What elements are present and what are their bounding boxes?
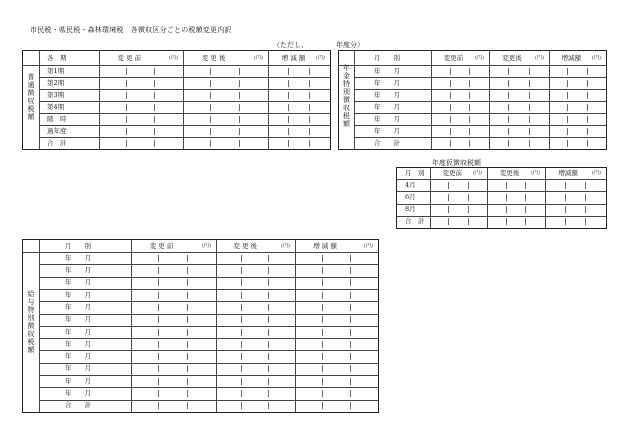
digit-separator bbox=[239, 68, 240, 75]
digit-separator bbox=[158, 292, 159, 299]
row-divider bbox=[39, 338, 378, 339]
digit-separator bbox=[469, 104, 470, 111]
digit-separator bbox=[126, 92, 127, 99]
provisional-row-label: 6月 bbox=[405, 192, 416, 201]
digit-separator bbox=[587, 92, 588, 99]
general-header-month: 各 期 bbox=[47, 53, 67, 62]
digit-separator bbox=[448, 182, 449, 189]
digit-separator bbox=[350, 341, 351, 348]
digit-separator bbox=[587, 68, 588, 75]
digit-separator bbox=[268, 267, 269, 274]
digit-separator bbox=[158, 304, 159, 311]
row-divider bbox=[354, 125, 606, 126]
salary-row-label: 年 月 bbox=[65, 278, 91, 287]
digit-separator bbox=[322, 279, 323, 286]
pension-row-label: 年 月 bbox=[374, 126, 400, 135]
digit-separator bbox=[448, 194, 449, 201]
digit-separator bbox=[350, 292, 351, 299]
digit-separator bbox=[154, 116, 155, 123]
digit-separator bbox=[585, 218, 586, 225]
digit-separator bbox=[450, 128, 451, 135]
digit-separator bbox=[158, 378, 159, 385]
digit-separator bbox=[350, 279, 351, 286]
salary-row-label: 年 月 bbox=[65, 290, 91, 299]
digit-separator bbox=[469, 80, 470, 87]
provisional-header-unit: (円) bbox=[592, 170, 601, 176]
digit-separator bbox=[268, 353, 269, 360]
row-divider bbox=[39, 101, 330, 102]
general-row-label: 第1期 bbox=[47, 66, 65, 75]
digit-separator bbox=[210, 80, 211, 87]
digit-separator bbox=[158, 329, 159, 336]
digit-separator bbox=[450, 92, 451, 99]
digit-separator bbox=[508, 116, 509, 123]
digit-separator bbox=[322, 255, 323, 262]
digit-separator bbox=[468, 218, 469, 225]
digit-separator bbox=[525, 218, 526, 225]
digit-separator bbox=[508, 92, 509, 99]
digit-separator bbox=[268, 390, 269, 397]
provisional-collection-table bbox=[396, 167, 607, 229]
row-divider bbox=[354, 101, 606, 102]
general-header-col: 変 更 前 bbox=[117, 53, 142, 62]
digit-separator bbox=[187, 341, 188, 348]
pension-header-col: 変更後 bbox=[502, 53, 522, 62]
digit-separator bbox=[210, 92, 211, 99]
digit-separator bbox=[239, 116, 240, 123]
digit-separator bbox=[158, 255, 159, 262]
digit-separator bbox=[350, 402, 351, 409]
pension-header-col: 変更前 bbox=[443, 53, 464, 62]
digit-separator bbox=[210, 140, 211, 147]
salary-row-label: 年 月 bbox=[65, 302, 91, 311]
general-header-unit: (円) bbox=[169, 54, 178, 61]
digit-separator bbox=[187, 316, 188, 323]
salary-side-label: 給与特別徴収税額 bbox=[27, 290, 35, 354]
digit-separator bbox=[322, 267, 323, 274]
digit-separator bbox=[350, 329, 351, 336]
digit-separator bbox=[469, 128, 470, 135]
digit-separator bbox=[210, 104, 211, 111]
digit-separator bbox=[565, 206, 566, 213]
document-title: 市民税・県民税・森林環境税 各徴収区分ごとの税額変更内訳 bbox=[30, 26, 232, 34]
digit-separator bbox=[241, 378, 242, 385]
digit-separator bbox=[268, 292, 269, 299]
digit-separator bbox=[567, 68, 568, 75]
digit-separator bbox=[469, 68, 470, 75]
digit-separator bbox=[187, 304, 188, 311]
provisional-header-col: 変更前 bbox=[442, 169, 463, 177]
digit-separator bbox=[241, 267, 242, 274]
pension-row-label: 年 月 bbox=[374, 90, 400, 99]
pension-side-label: 年金特別徴収税額 bbox=[342, 64, 351, 128]
digit-separator bbox=[268, 329, 269, 336]
row-divider bbox=[39, 77, 330, 78]
digit-separator bbox=[239, 140, 240, 147]
digit-separator bbox=[529, 116, 530, 123]
digit-separator bbox=[241, 402, 242, 409]
digit-separator bbox=[241, 329, 242, 336]
digit-separator bbox=[322, 353, 323, 360]
digit-separator bbox=[469, 140, 470, 147]
digit-separator bbox=[309, 140, 310, 147]
digit-separator bbox=[187, 329, 188, 336]
digit-separator bbox=[268, 402, 269, 409]
salary-row-label: 年 月 bbox=[65, 265, 91, 274]
salary-row-label: 年 月 bbox=[65, 315, 91, 324]
digit-separator bbox=[154, 92, 155, 99]
digit-separator bbox=[529, 68, 530, 75]
salary-row-label: 年 月 bbox=[65, 339, 91, 348]
digit-separator bbox=[158, 353, 159, 360]
row-divider bbox=[397, 204, 606, 205]
row-divider bbox=[39, 113, 330, 114]
salary-header-month: 月 別 bbox=[65, 241, 91, 250]
digit-separator bbox=[187, 390, 188, 397]
digit-separator bbox=[154, 128, 155, 135]
digit-separator bbox=[350, 378, 351, 385]
digit-separator bbox=[468, 182, 469, 189]
row-divider bbox=[354, 89, 606, 90]
digit-separator bbox=[508, 104, 509, 111]
digit-separator bbox=[469, 116, 470, 123]
digit-separator bbox=[288, 68, 289, 75]
digit-separator bbox=[585, 206, 586, 213]
digit-separator bbox=[350, 255, 351, 262]
provisional-header-col: 変更後 bbox=[499, 169, 520, 177]
column-divider bbox=[487, 168, 488, 228]
salary-row-label: 合 計 bbox=[65, 401, 91, 410]
digit-separator bbox=[350, 365, 351, 372]
digit-separator bbox=[268, 279, 269, 286]
digit-separator bbox=[448, 206, 449, 213]
digit-separator bbox=[525, 182, 526, 189]
digit-separator bbox=[241, 365, 242, 372]
provisional-row-label: 合 計 bbox=[405, 217, 425, 226]
digit-separator bbox=[506, 194, 507, 201]
row-divider bbox=[39, 375, 378, 376]
digit-separator bbox=[322, 390, 323, 397]
row-divider bbox=[397, 216, 606, 217]
header-divider bbox=[23, 65, 330, 66]
general-header-unit: (円) bbox=[254, 54, 263, 61]
salary-header-unit: (円) bbox=[364, 242, 373, 249]
digit-separator bbox=[154, 80, 155, 87]
digit-separator bbox=[506, 218, 507, 225]
pension-row-label: 年 月 bbox=[374, 102, 400, 111]
digit-separator bbox=[322, 329, 323, 336]
digit-separator bbox=[508, 80, 509, 87]
general-row-label: 第2期 bbox=[47, 78, 65, 87]
digit-separator bbox=[187, 292, 188, 299]
digit-separator bbox=[350, 267, 351, 274]
digit-separator bbox=[309, 92, 310, 99]
salary-row-label: 年 月 bbox=[65, 389, 91, 398]
digit-separator bbox=[565, 218, 566, 225]
pension-header-unit: (円) bbox=[475, 54, 484, 61]
digit-separator bbox=[529, 104, 530, 111]
digit-separator bbox=[506, 182, 507, 189]
digit-separator bbox=[187, 402, 188, 409]
digit-separator bbox=[158, 267, 159, 274]
digit-separator bbox=[450, 68, 451, 75]
digit-separator bbox=[158, 365, 159, 372]
digit-separator bbox=[309, 104, 310, 111]
digit-separator bbox=[450, 80, 451, 87]
digit-separator bbox=[154, 68, 155, 75]
digit-separator bbox=[154, 104, 155, 111]
digit-separator bbox=[241, 255, 242, 262]
digit-separator bbox=[322, 316, 323, 323]
digit-separator bbox=[239, 104, 240, 111]
digit-separator bbox=[158, 390, 159, 397]
salary-header-col: 変 更 後 bbox=[233, 241, 258, 250]
general-row-label: 随 時 bbox=[47, 114, 67, 123]
salary-collection-table bbox=[22, 239, 379, 413]
digit-separator bbox=[210, 128, 211, 135]
general-row-label: 過年度 bbox=[47, 126, 67, 135]
salary-row-label: 年 月 bbox=[65, 364, 91, 373]
provisional-header-unit: (円) bbox=[473, 170, 482, 176]
digit-separator bbox=[187, 365, 188, 372]
pension-row-label: 合 計 bbox=[374, 138, 400, 147]
general-collection-table bbox=[22, 50, 331, 150]
pension-collection-table bbox=[338, 50, 607, 150]
digit-separator bbox=[241, 316, 242, 323]
digit-separator bbox=[350, 390, 351, 397]
digit-separator bbox=[126, 68, 127, 75]
pension-row-label: 年 月 bbox=[374, 78, 400, 87]
digit-separator bbox=[529, 80, 530, 87]
digit-separator bbox=[309, 68, 310, 75]
digit-separator bbox=[268, 255, 269, 262]
digit-separator bbox=[565, 194, 566, 201]
row-divider bbox=[39, 289, 378, 290]
row-divider bbox=[39, 137, 330, 138]
digit-separator bbox=[288, 116, 289, 123]
digit-separator bbox=[322, 304, 323, 311]
digit-separator bbox=[587, 116, 588, 123]
digit-separator bbox=[241, 292, 242, 299]
digit-separator bbox=[350, 316, 351, 323]
pension-header-col: 増減額 bbox=[561, 53, 582, 62]
digit-separator bbox=[448, 218, 449, 225]
row-divider bbox=[397, 191, 606, 192]
digit-separator bbox=[158, 279, 159, 286]
provisional-header-month: 月 別 bbox=[405, 169, 425, 177]
salary-header-col: 増 減 額 bbox=[313, 241, 337, 250]
header-divider bbox=[339, 65, 606, 66]
digit-separator bbox=[585, 182, 586, 189]
provisional-caption: 年度仮徴収税額 bbox=[432, 159, 481, 167]
general-header-col: 増 減 額 bbox=[281, 53, 306, 62]
salary-header-unit: (円) bbox=[202, 242, 211, 249]
salary-row-label: 年 月 bbox=[65, 352, 91, 361]
digit-separator bbox=[158, 341, 159, 348]
digit-separator bbox=[450, 140, 451, 147]
digit-separator bbox=[126, 104, 127, 111]
digit-separator bbox=[468, 194, 469, 201]
salary-header-unit: (円) bbox=[281, 242, 290, 249]
digit-separator bbox=[567, 140, 568, 147]
digit-separator bbox=[309, 80, 310, 87]
digit-separator bbox=[322, 292, 323, 299]
digit-separator bbox=[187, 279, 188, 286]
row-divider bbox=[39, 125, 330, 126]
digit-separator bbox=[241, 341, 242, 348]
digit-separator bbox=[322, 402, 323, 409]
digit-separator bbox=[450, 104, 451, 111]
digit-separator bbox=[508, 68, 509, 75]
digit-separator bbox=[587, 80, 588, 87]
salary-row-label: 年 月 bbox=[65, 327, 91, 336]
pension-header-unit: (円) bbox=[592, 54, 601, 61]
pension-header-unit: (円) bbox=[535, 54, 544, 61]
salary-row-label: 年 月 bbox=[65, 376, 91, 385]
digit-separator bbox=[187, 353, 188, 360]
digit-separator bbox=[525, 206, 526, 213]
digit-separator bbox=[350, 353, 351, 360]
digit-separator bbox=[567, 92, 568, 99]
digit-separator bbox=[288, 92, 289, 99]
digit-separator bbox=[268, 378, 269, 385]
digit-separator bbox=[288, 140, 289, 147]
salary-row-label: 年 月 bbox=[65, 253, 91, 262]
digit-separator bbox=[468, 206, 469, 213]
digit-separator bbox=[126, 128, 127, 135]
digit-separator bbox=[126, 140, 127, 147]
digit-separator bbox=[508, 128, 509, 135]
digit-separator bbox=[585, 194, 586, 201]
digit-separator bbox=[158, 316, 159, 323]
digit-separator bbox=[525, 194, 526, 201]
digit-separator bbox=[567, 104, 568, 111]
general-header-unit: (円) bbox=[316, 54, 325, 61]
digit-separator bbox=[241, 390, 242, 397]
digit-separator bbox=[288, 80, 289, 87]
digit-separator bbox=[239, 128, 240, 135]
row-divider bbox=[354, 137, 606, 138]
general-row-label: 合 計 bbox=[47, 138, 67, 147]
digit-separator bbox=[187, 255, 188, 262]
row-divider bbox=[39, 326, 378, 327]
general-header-col: 変 更 後 bbox=[201, 53, 226, 62]
digit-separator bbox=[350, 304, 351, 311]
provisional-row-label: 8月 bbox=[405, 205, 416, 214]
fiscal-year-note-close: 年度分） bbox=[336, 41, 364, 49]
digit-separator bbox=[187, 378, 188, 385]
digit-separator bbox=[309, 128, 310, 135]
digit-separator bbox=[565, 182, 566, 189]
general-row-label: 第3期 bbox=[47, 90, 65, 99]
digit-separator bbox=[529, 128, 530, 135]
provisional-header-unit: (円) bbox=[531, 170, 540, 176]
digit-separator bbox=[268, 304, 269, 311]
provisional-header-col: 増減額 bbox=[558, 169, 578, 177]
salary-header-col: 変 更 前 bbox=[149, 241, 174, 250]
row-divider bbox=[39, 89, 330, 90]
column-divider bbox=[430, 168, 431, 228]
digit-separator bbox=[288, 128, 289, 135]
digit-separator bbox=[187, 267, 188, 274]
digit-separator bbox=[508, 140, 509, 147]
digit-separator bbox=[587, 128, 588, 135]
digit-separator bbox=[241, 279, 242, 286]
digit-separator bbox=[469, 92, 470, 99]
fiscal-year-note-open: （ただし、 bbox=[273, 41, 308, 49]
row-divider bbox=[354, 77, 606, 78]
pension-header-month: 月 別 bbox=[374, 53, 400, 62]
digit-separator bbox=[529, 140, 530, 147]
general-row-label: 第4期 bbox=[47, 102, 65, 111]
digit-separator bbox=[567, 116, 568, 123]
pension-row-label: 年 月 bbox=[374, 66, 400, 75]
digit-separator bbox=[529, 92, 530, 99]
header-divider bbox=[397, 179, 606, 180]
digit-separator bbox=[158, 402, 159, 409]
header-divider bbox=[23, 252, 378, 253]
row-divider bbox=[354, 113, 606, 114]
digit-separator bbox=[239, 80, 240, 87]
column-divider bbox=[545, 168, 546, 228]
digit-separator bbox=[241, 304, 242, 311]
digit-separator bbox=[587, 104, 588, 111]
digit-separator bbox=[587, 140, 588, 147]
digit-separator bbox=[210, 68, 211, 75]
provisional-row-label: 4月 bbox=[405, 180, 416, 189]
digit-separator bbox=[322, 365, 323, 372]
digit-separator bbox=[567, 128, 568, 135]
digit-separator bbox=[567, 80, 568, 87]
digit-separator bbox=[126, 116, 127, 123]
digit-separator bbox=[210, 116, 211, 123]
digit-separator bbox=[268, 316, 269, 323]
digit-separator bbox=[288, 104, 289, 111]
digit-separator bbox=[268, 341, 269, 348]
digit-separator bbox=[239, 92, 240, 99]
digit-separator bbox=[268, 365, 269, 372]
digit-separator bbox=[506, 206, 507, 213]
digit-separator bbox=[450, 116, 451, 123]
digit-separator bbox=[322, 378, 323, 385]
digit-separator bbox=[241, 353, 242, 360]
digit-separator bbox=[154, 140, 155, 147]
digit-separator bbox=[322, 341, 323, 348]
digit-separator bbox=[309, 116, 310, 123]
pension-row-label: 年 月 bbox=[374, 114, 400, 123]
digit-separator bbox=[126, 80, 127, 87]
general-side-label: 普通徴収税額 bbox=[27, 73, 35, 121]
